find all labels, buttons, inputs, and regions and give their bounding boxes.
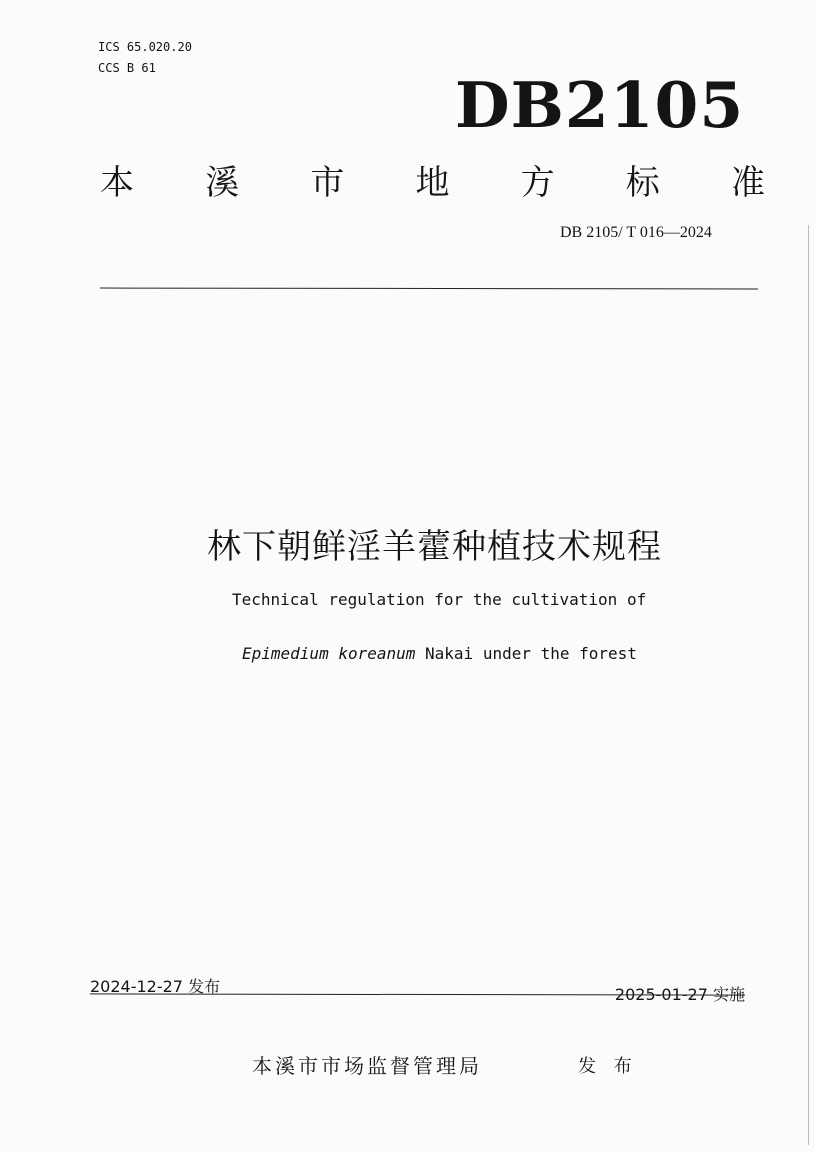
standard-type-char: 标 [625, 163, 660, 203]
title-en-rest: Nakai under the forest [415, 644, 637, 663]
ccs-code: CCS B 61 [98, 61, 156, 75]
scan-edge-line [808, 225, 809, 1145]
implementation-date: 2025-01-27 实施 [614, 985, 745, 1004]
document-title-cn: 林下朝鲜淫羊藿种植技术规程 [207, 527, 662, 567]
publisher-name: 本溪市市场监督管理局 [252, 1054, 482, 1078]
db-code-logo: DB2105 [455, 68, 745, 142]
standard-type-char: 方 [520, 163, 555, 203]
standard-type-heading [100, 155, 765, 203]
standard-type-char: 溪 [205, 163, 240, 203]
standard-number: DB 2105/ T 016—2024 [560, 224, 712, 241]
standard-type-char: 准 [730, 163, 765, 203]
header-divider [100, 288, 758, 290]
ics-code: ICS 65.020.20 [98, 40, 192, 54]
standard-type-char: 市 [310, 163, 345, 203]
species-name: Epimedium koreanum [242, 644, 416, 663]
document-title-en-line2 [242, 644, 637, 663]
standard-type-char: 地 [415, 163, 450, 203]
issue-date: 2024-12-27 发布 [90, 977, 221, 996]
document-title-en-line1: Technical regulation for the cultivation of [232, 590, 647, 609]
publish-label: 发 布 [578, 1056, 638, 1077]
standard-type-char: 本 [100, 163, 134, 203]
